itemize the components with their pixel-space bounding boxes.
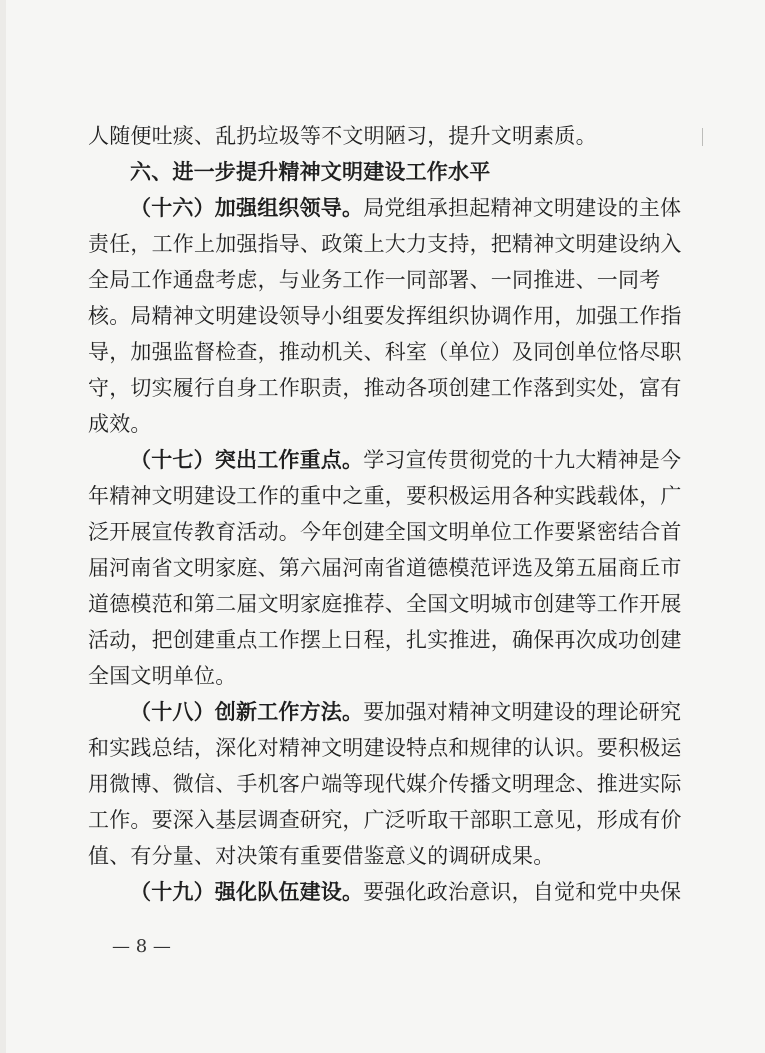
text-line: 用微博、微信、手机客户端等现代媒介传播文明理念、推进实际: [88, 772, 682, 796]
scan-edge: [0, 0, 6, 1053]
text-line: 核。局精神文明建设领导小组要发挥组织协调作用，加强工作指: [88, 304, 682, 328]
text-line: 值、有分量、对决策有重要借鉴意义的调研成果。: [88, 844, 555, 868]
text-line: 届河南省文明家庭、第六届河南省道德模范评选及第五届商丘市: [88, 556, 682, 580]
text-line: 工作。要深入基层调查研究，广泛听取干部职工意见，形成有价: [88, 808, 682, 832]
text-line: 活动，把创建重点工作摆上日程，扎实推进，确保再次成功创建: [88, 628, 682, 652]
text-line: 导，加强监督检查，推动机关、科室（单位）及同创单位恪尽职: [88, 340, 682, 364]
text-span: 局党组承担起精神文明建设的主体: [363, 196, 682, 220]
paragraph-17-lead: （十七）突出工作重点。: [130, 447, 364, 472]
scan-mark: [702, 128, 703, 146]
text-line: 全局工作通盘考虑，与业务工作一同部署、一同推进、一同考: [88, 268, 661, 292]
text-line: 全国文明单位。: [88, 664, 237, 688]
text-line: 守，切实履行自身工作职责，推动各项创建工作落到实处，富有: [88, 376, 682, 400]
text-line: 道德模范和第二届文明家庭推荐、全国文明城市创建等工作开展: [88, 592, 682, 616]
paragraph-16-lead: （十六）加强组织领导。: [130, 195, 364, 220]
text-line: 年精神文明建设工作的重中之重，要积极运用各种实践载体，广: [88, 484, 682, 508]
text-line: 成效。: [88, 412, 152, 436]
paragraph-18-lead: （十八）创新工作方法。: [130, 699, 364, 724]
paragraph-19-lead: （十九）强化队伍建设。: [130, 879, 364, 904]
paragraph-19-first-line: [88, 874, 682, 910]
document-body: [88, 118, 682, 910]
text-span: 要加强对精神文明建设的理论研究: [363, 700, 682, 724]
page-number: — 8 —: [112, 936, 171, 957]
paragraph-18-first-line: [88, 694, 682, 730]
text-line: 和实践总结，深化对精神文明建设特点和规律的认识。要积极运: [88, 736, 682, 760]
text-line: 责任，工作上加强指导、政策上大力支持，把精神文明建设纳入: [88, 232, 682, 256]
paragraph-17-first-line: [88, 442, 682, 478]
text-span: 学习宣传贯彻党的十九大精神是今: [363, 448, 682, 472]
section-heading: 六、进一步提升精神文明建设工作水平: [130, 159, 491, 184]
text-line: 泛开展宣传教育活动。今年创建全国文明单位工作要紧密结合首: [88, 520, 682, 544]
paragraph-16-first-line: [88, 190, 682, 226]
text-line: 人随便吐痰、乱扔垃圾等不文明陋习，提升文明素质。: [88, 124, 597, 148]
text-span: 要强化政治意识，自觉和党中央保: [363, 880, 682, 904]
